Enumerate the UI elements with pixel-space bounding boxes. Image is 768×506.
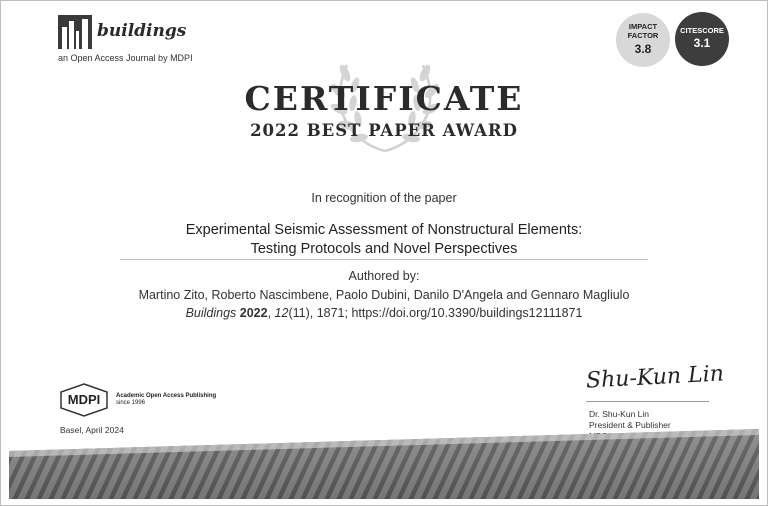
paper-title-line1: Experimental Seismic Assessment of Nonstructural Elements:	[185, 222, 583, 238]
divider	[120, 259, 648, 260]
mdpi-since: since 1996	[116, 400, 146, 406]
citescore-badge	[675, 12, 729, 66]
signature-line	[586, 401, 709, 402]
place-date: Basel, April 2024	[60, 425, 124, 435]
authored-label: Authored by:	[348, 269, 420, 283]
mdpi-tagline	[116, 393, 216, 407]
signatory-name: Dr. Shu-Kun Lin	[589, 409, 650, 419]
citation-volume: 12	[274, 306, 289, 320]
citation-year: 2022	[239, 306, 268, 320]
journal-tagline: an Open Access Journal by MDPI	[58, 53, 193, 63]
author-list: Martino Zito, Roberto Nascimbene, Paolo Dubini, Danilo D'Angela and Gennaro Magliulo	[138, 288, 630, 302]
citescore-label: CITESCORE	[680, 26, 724, 35]
impact-factor-label: IMPACT FACTOR	[627, 22, 659, 40]
impact-factor-badge	[616, 13, 670, 67]
mdpi-tagline-text: Academic Open Access Publishing	[116, 393, 217, 399]
citescore-value: 3.1	[693, 36, 711, 50]
citation: Buildings 2022, 12(11), 1871; https://doi.org/10.3390/buildings12111871	[185, 306, 583, 320]
citation-details: (11), 1871; https://doi.org/10.3390/buildings12111871	[288, 306, 583, 320]
signature: Shu-Kun Lin	[585, 361, 725, 394]
impact-factor-value: 3.8	[634, 42, 652, 56]
award-subtitle: 2022 BEST PAPER AWARD	[250, 121, 518, 140]
paper-title	[1, 221, 767, 259]
paper-title-line2: Testing Protocols and Novel Perspectives	[250, 241, 518, 257]
mdpi-logo-text: MDPI	[67, 392, 101, 407]
recognition-text: In recognition of the paper	[311, 191, 457, 205]
buildings-logo-icon	[58, 15, 92, 49]
citation-journal: Buildings	[185, 306, 237, 320]
journal-name: buildings	[97, 21, 187, 41]
certificate-title: CERTIFICATE	[244, 79, 524, 118]
building-photo-banner	[9, 429, 759, 499]
signatory-role: President & Publisher	[589, 420, 671, 430]
